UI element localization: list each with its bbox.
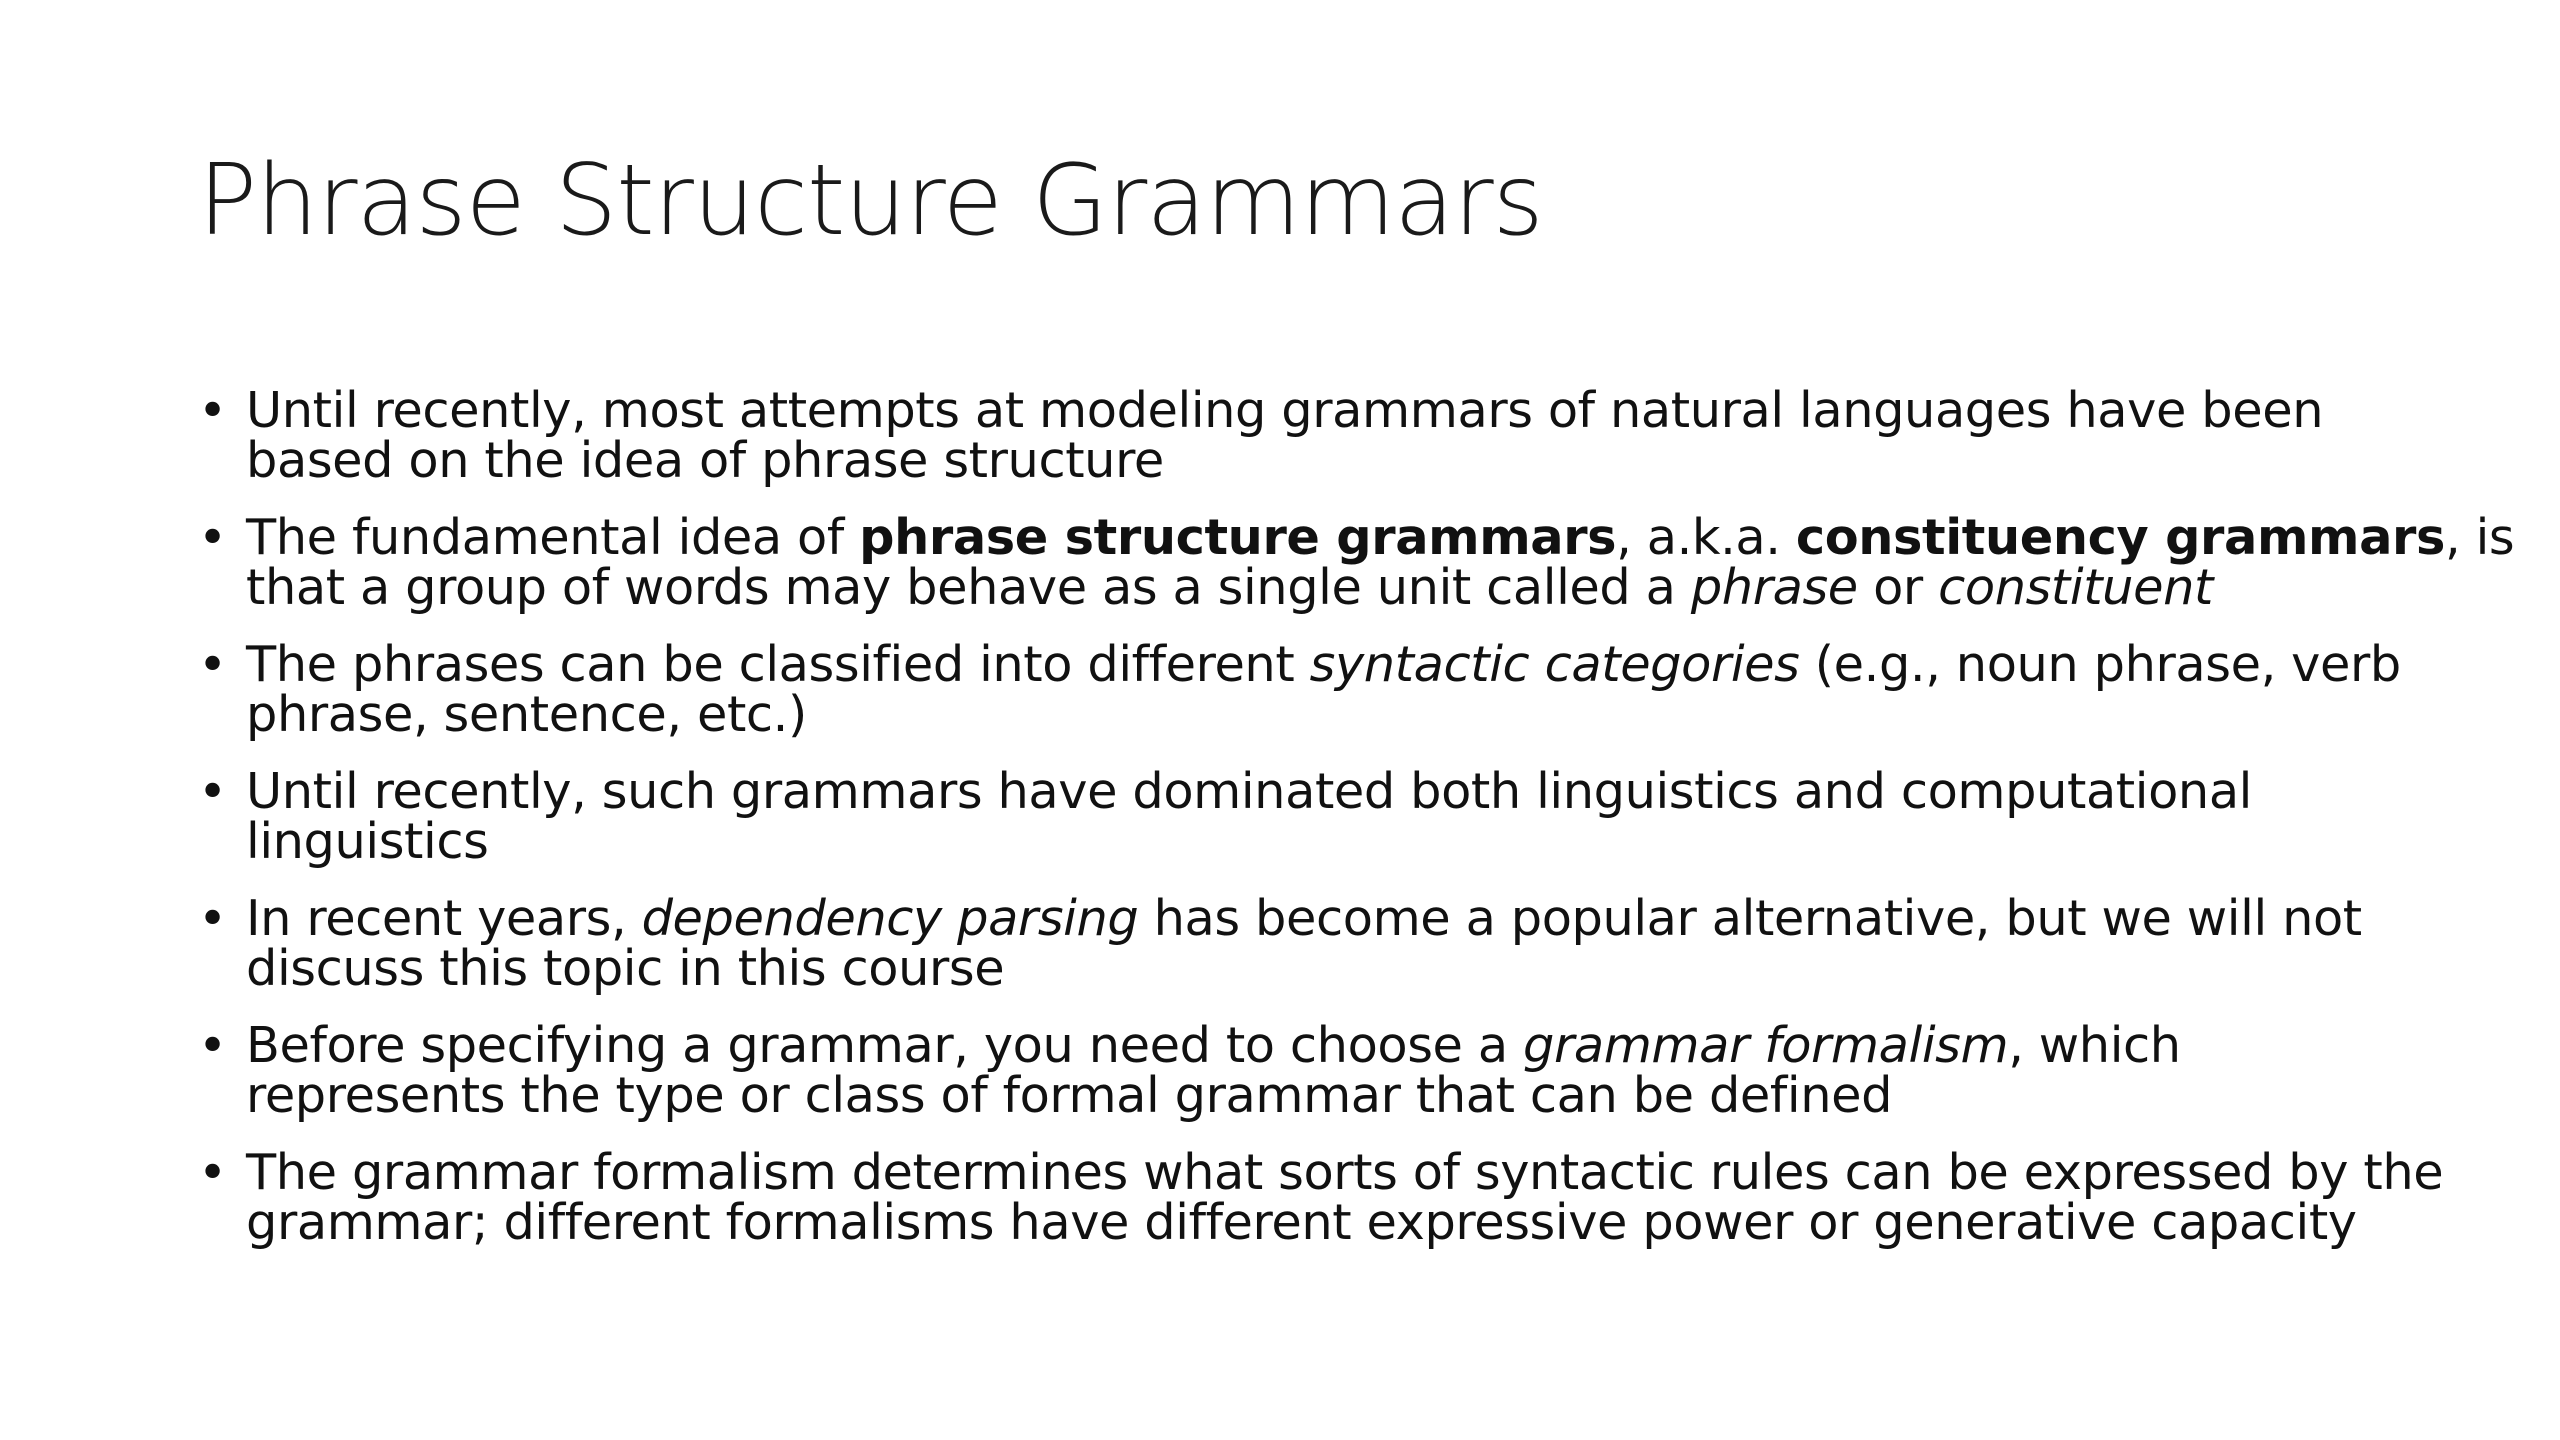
bullet-item	[198, 762, 2448, 870]
bullet-line	[246, 1193, 2448, 1251]
bullet-line	[246, 558, 2448, 616]
bullet-text: based on the idea of phrase structure	[246, 431, 1164, 489]
bullet-line	[246, 889, 2448, 947]
bullet-text: The fundamental idea of	[246, 508, 860, 566]
bullet-text: linguistics	[246, 812, 489, 870]
bullet-text: Before specifying a grammar, you need to choose a	[246, 1016, 1523, 1074]
bullet-line	[246, 508, 2515, 566]
bullet-text: , is	[2444, 508, 2515, 566]
bullet-line	[246, 1016, 2448, 1074]
italic-term: constituent	[1938, 558, 2213, 616]
bullet-text: or	[1857, 558, 1939, 616]
bullet-item	[198, 1143, 2448, 1251]
slide-title: Phrase Structure Grammars	[198, 144, 1543, 258]
bullet-text: discuss this topic in this course	[246, 939, 1005, 997]
bullet-text: , which	[2008, 1016, 2181, 1074]
bullet-list	[198, 381, 2515, 1274]
bullet-text: (e.g., noun phrase, verb	[1799, 635, 2401, 693]
bullet-item	[198, 635, 2448, 743]
bullet-text: , a.k.a.	[1616, 508, 1796, 566]
bullet-line	[246, 1143, 2448, 1201]
bullet-line	[246, 939, 2448, 997]
bullet-line	[246, 762, 2448, 820]
bold-term: constituency grammars	[1795, 508, 2445, 566]
bullet-line	[246, 812, 2448, 870]
bullet-marker: •	[198, 1143, 227, 1201]
bullet-line	[246, 431, 2448, 489]
italic-term: syntactic categories	[1309, 635, 1800, 693]
bullet-line	[246, 381, 2448, 439]
bullet-marker: •	[198, 508, 227, 566]
bullet-text: phrase, sentence, etc.)	[246, 685, 807, 743]
italic-term: phrase	[1690, 558, 1858, 616]
bullet-text: represents the type or class of formal grammar that can be defined	[246, 1066, 1893, 1124]
bullet-marker: •	[198, 381, 227, 439]
bullet-line	[246, 635, 2448, 693]
bullet-line	[246, 1066, 2448, 1124]
bullet-line	[246, 685, 2448, 743]
bullet-item	[198, 1016, 2448, 1124]
bold-term: phrase structure grammars	[859, 508, 1617, 566]
bullet-text: Until recently, such grammars have dominated both linguistics and computational	[246, 762, 2253, 820]
bullet-text: Until recently, most attempts at modeling grammars of natural languages have been	[246, 381, 2324, 439]
bullet-marker: •	[198, 762, 227, 820]
bullet-text: The grammar formalism determines what sorts of syntactic rules can be expressed by the	[246, 1143, 2444, 1201]
bullet-text: In recent years,	[246, 889, 642, 947]
bullet-marker: •	[198, 889, 227, 947]
bullet-text: grammar; different formalisms have different expressive power or generative capacity	[246, 1193, 2357, 1251]
bullet-item	[198, 381, 2448, 489]
bullet-marker: •	[198, 1016, 227, 1074]
bullet-item	[198, 889, 2448, 997]
bullet-text: that a group of words may behave as a single unit called a	[246, 558, 1691, 616]
italic-term: grammar formalism	[1523, 1016, 2009, 1074]
bullet-item	[198, 508, 2515, 616]
italic-term: dependency parsing	[641, 889, 1139, 947]
bullet-text: The phrases can be classified into different	[246, 635, 1310, 693]
bullet-text: has become a popular alternative, but we will not	[1138, 889, 2362, 947]
bullet-marker: •	[198, 635, 227, 693]
